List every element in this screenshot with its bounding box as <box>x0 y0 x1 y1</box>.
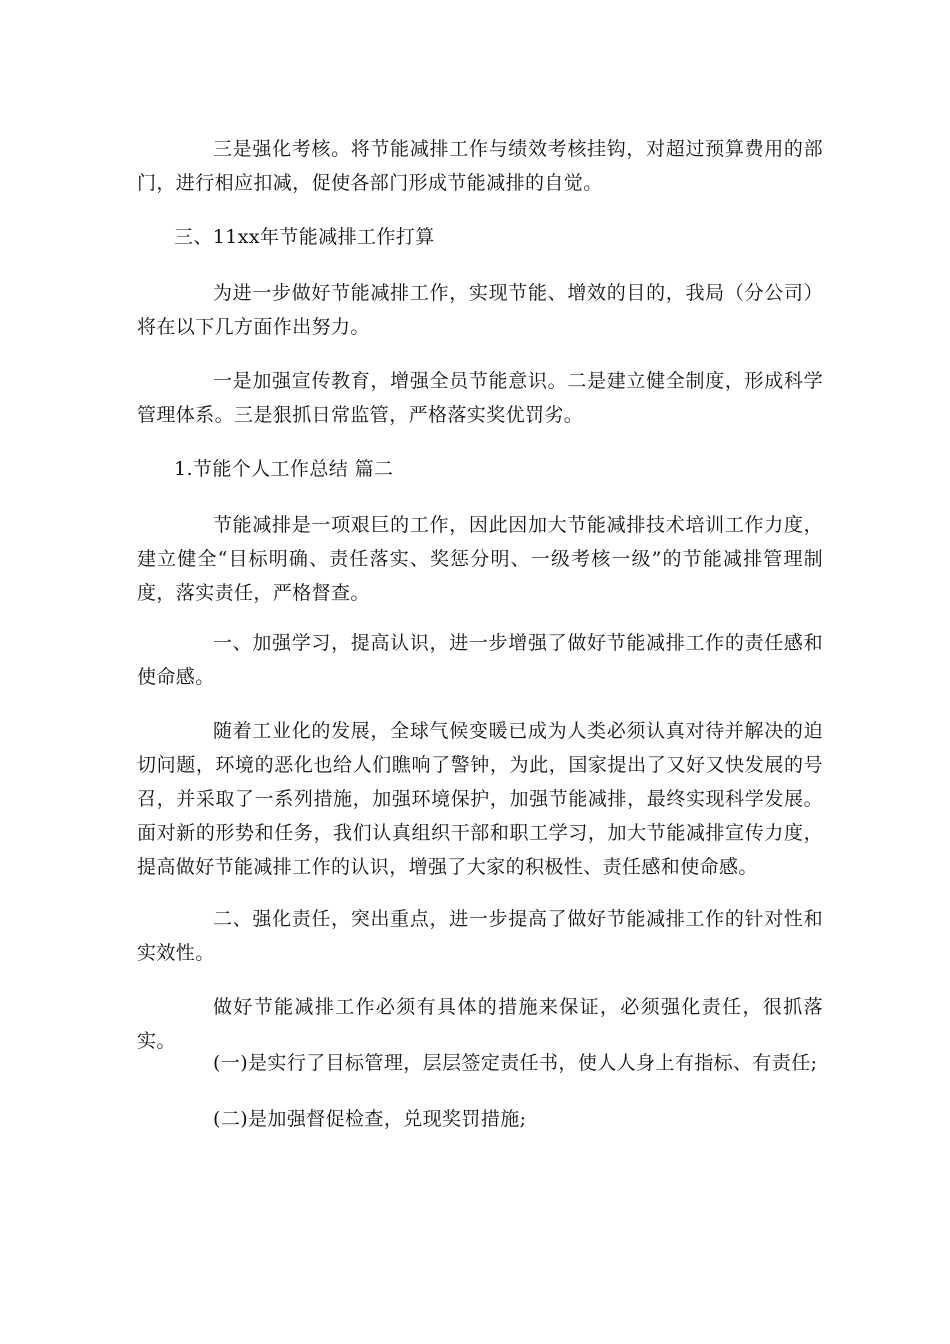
paragraph-industrialization: 随着工业化的发展，全球气候变暖已成为人类必须认真对待并解决的迫切问题，环境的恶化也给人们瞧响了警钟，为此，国家提出了又好又快发展的号召，并采取了一系列措施，加强环境保护，加强节能减排，最终实现科学发展。面对新的形势和任务，我们认真组织干部和职工学习，加大节能减排宣传力度，提高做好节能减排工作的认识，增强了大家的积极性、责任感和使命感。 <box>137 720 823 878</box>
paragraph-plan-measures: 一是加强宣传教育，增强全员节能意识。二是建立健全制度，形成科学管理体系。三是狠抓日常监管，严格落实奖优罚劣。 <box>137 370 823 426</box>
paragraph-measures: 做好节能减排工作必须有具体的措施来保证，必须强化责任，很抓落实。 <box>137 996 823 1052</box>
paragraph-point-two: 二、强化责任，突出重点，进一步提高了做好节能减排工作的针对性和实效性。 <box>137 908 823 964</box>
paragraph-item-two: (二)是加强督促检查，兑现奖罚措施; <box>213 1108 527 1130</box>
paragraph-assessment: 三是强化考核。将节能减排工作与绩效考核挂钩，对超过预算费用的部门，进行相应扣减，促使各部门形成节能减排的自觉。 <box>137 138 823 194</box>
section-heading-plan: 三、11xx年节能减排工作打算 <box>174 226 435 248</box>
paragraph-item-one: (一)是实行了目标管理，层层签定责任书，使人人身上有指标、有责任; <box>213 1052 818 1074</box>
paragraph-plan-intro: 为进一步做好节能减排工作，实现节能、增效的目的，我局（分公司）将在以下几方面作出努力。 <box>137 282 823 338</box>
section-heading-summary-two: 1.节能个人工作总结 篇二 <box>174 458 394 480</box>
paragraph-summary-intro: 节能减排是一项艰巨的工作，因此因加大节能减排技术培训工作力度，建立健全“目标明确、责任落实、奖惩分明、一级考核一级”的节能减排管理制度，落实责任，严格督查。 <box>137 514 823 604</box>
paragraph-point-one: 一、加强学习，提高认识，进一步增强了做好节能减排工作的责任感和使命感。 <box>137 632 823 688</box>
